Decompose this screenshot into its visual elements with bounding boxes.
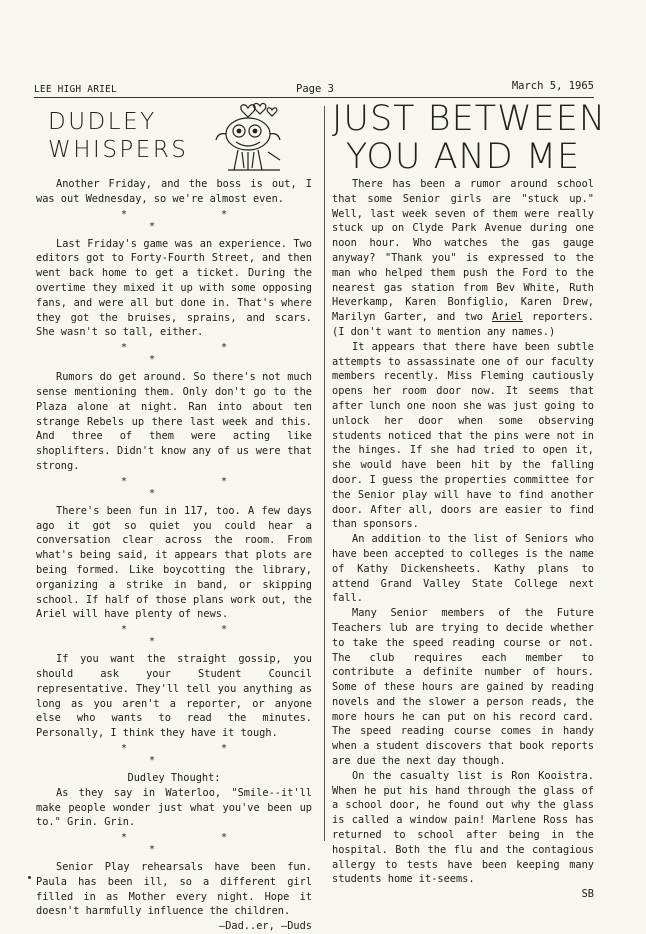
dudley-thought-heading: Dudley Thought: (127, 771, 221, 784)
ariel-underlined: Ariel (491, 311, 523, 324)
stray-mark (28, 876, 31, 879)
paragraph-text: There has been a rumor around school that some Senior girls are "stuck up." Well, last week seven of them were really stuck up on Clyde Park Avenue during one noon hour. Who watches the gas gauge anyway? "Thank you" is expressed to the man who helped them push the Ford to the nearest gas station from Bev White, Ruth Heverkamp, Karen Bonfiglio, Karen Drew, Marilyn Garter, and two (332, 178, 594, 324)
column-divider (324, 106, 325, 841)
dudley-whispers-title (48, 108, 188, 164)
column-paragraph: Many Senior members of the Future Teachers lub are trying to decide whether to take the speed reading course or not. The club requires each member to contribute a definite number of hours. Some of these hours are gained by reading novels and the slower a person reads, the more hours he can put on his record card. The speed reading course comes in handy when a student discovers that book reports are due the next day though. (332, 607, 594, 768)
just-between-column (332, 177, 594, 902)
dudley-paragraph: If you want the straight gossip, you should ask your Student Council representative. They'll tell you anything as long as you aren't a reporter, or anyone else who wants to read the minutes. Personally, I think they have it tough. (36, 653, 312, 740)
just-between-title (332, 99, 607, 177)
separator-asterisks: * * * (120, 624, 272, 648)
masthead (34, 80, 594, 98)
just-between-title-line2: YOU AND ME (345, 137, 581, 177)
issue-date: March 5, 1965 (511, 80, 594, 92)
dudley-cartoon-icon (208, 100, 294, 176)
dudley-paragraph: As they say in Waterloo, "Smile--it'll make people wonder just what you've been up to." Grin. Grin. (36, 786, 312, 829)
masthead-rule (34, 97, 594, 98)
author-initials: SB (581, 888, 594, 901)
dudley-paragraph: There's been fun in 117, too. A few days ago it got so quiet you could hear a conversation clear across the room. From what's being said, it appears that plots are being formed. Like boycotting the library, organizing a strike in band, or skipping school. If half of those plans work out, the Ariel will have plenty of news. (36, 504, 312, 621)
column-paragraph: An addition to the list of Seniors who have been accepted to colleges is the name of Kathy Dickensheets. Kathy plans to attend Grand Valley State College next fall. (332, 533, 594, 605)
paragraph-text: reporters. (I don't want to mention any names.) (332, 311, 594, 338)
column-paragraph (332, 177, 594, 340)
dudley-title-line2: WHISPERS (48, 137, 189, 163)
just-between-title-line1: JUST BETWEEN (332, 99, 607, 139)
column-paragraph: On the casualty list is Ron Kooistra. When he put his hand through the glass of a school door, he found out why the glass is called a window pain! Marlene Ross has returned to school after being in the hospital. Both the flu and the contagious allergy to tests have been keeping many students home it-seems. (332, 769, 594, 886)
separator-asterisks: * * * (120, 208, 272, 232)
dudley-paragraph: Another Friday, and the boss is out, I was out Wednesday, so we're almost even. (36, 178, 312, 205)
publication-name: LEE HIGH ARIEL (34, 84, 117, 95)
dudley-title-line1: DUDLEY (48, 109, 157, 135)
dudley-signoff: —Dad..er, —Duds (219, 920, 312, 933)
dudley-paragraph: Rumors do get around. So there's not much sense mentioning them. Only don't go to the Plaza alone at night. Ran into about ten strange Rebels up there last week and this. And three of them were acting like shoplifters. Didn't know any of us were that strong. (36, 371, 312, 472)
column-paragraph: It appears that there have been subtle attempts to assassinate one of our faculty members recently. Miss Fleming cautiously opens her room door now. It seems that after lunch one noon she was just going to unlock her door when some observing students noticed that the pins were not in the hinges. If she had tried to open it, she would have been hit by the falling door. I guess the properties committee for the Senior play will have to find another door. After all, doors are easier to find than sponsors. (332, 340, 594, 531)
dudley-paragraph: Last Friday's game was an experience. Two editors got to Forty-Fourth Street, and then went back home to get a ticket. During the overtime they mixed it up with some opposing fans, and were all but done in. That's where they got the bruises, sprains, and scars. She wasn't so tall, either. (36, 237, 312, 339)
dudley-paragraph: Senior Play rehearsals have been fun. Paula has been ill, so a different girl filled in as Mother every night. Hope it doesn't harmfully influence the children. (36, 861, 312, 918)
separator-asterisks: * * * (120, 832, 272, 856)
separator-asterisks: * * * (120, 742, 272, 766)
separator-asterisks: * * * (120, 342, 272, 366)
separator-asterisks: * * * (120, 475, 272, 499)
page-number: Page 3 (296, 83, 334, 95)
dudley-whispers-column (36, 177, 312, 934)
